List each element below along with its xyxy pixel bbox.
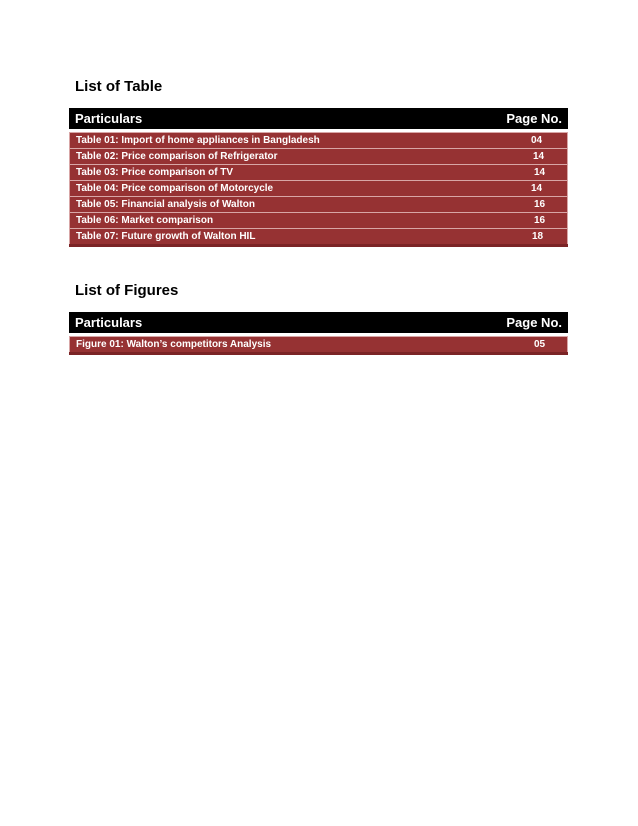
figures-list-header bbox=[69, 312, 568, 333]
table-entry-page: 04 bbox=[531, 135, 543, 146]
table-entry-label: Table 04: Price comparison of Motorcycle bbox=[76, 183, 274, 194]
table-entry-page: 16 bbox=[534, 215, 546, 226]
list-of-figures-title: List of Figures bbox=[75, 282, 179, 299]
table-entry-label: Table 05: Financial analysis of Walton bbox=[76, 199, 255, 210]
figure-entry-label: Figure 01: Walton’s competitors Analysis bbox=[76, 339, 272, 350]
table-entry-row[interactable] bbox=[69, 148, 568, 164]
tables-list-header bbox=[69, 108, 568, 129]
table-entry-page: 14 bbox=[531, 183, 543, 194]
tables-list-rows bbox=[69, 132, 568, 247]
table-entry-label: Table 06: Market comparison bbox=[76, 215, 214, 226]
tables-list bbox=[69, 108, 568, 247]
figure-entry-row[interactable] bbox=[69, 336, 568, 352]
table-entry-label: Table 02: Price comparison of Refrigerator bbox=[76, 151, 278, 162]
figures-list-rows bbox=[69, 336, 568, 355]
table-entry-row[interactable] bbox=[69, 164, 568, 180]
table-entry-label: Table 03: Price comparison of TV bbox=[76, 167, 234, 178]
list-of-table-title: List of Table bbox=[75, 78, 163, 95]
table-entry-row[interactable] bbox=[69, 212, 568, 228]
header-particulars: Particulars bbox=[75, 315, 143, 330]
table-entry-row[interactable] bbox=[69, 228, 568, 244]
table-entry-row[interactable] bbox=[69, 132, 568, 148]
table-entry-page: 16 bbox=[534, 199, 546, 210]
table-entry-page: 18 bbox=[532, 231, 544, 242]
header-page-no: Page No. bbox=[506, 111, 562, 126]
table-entry-label: Table 07: Future growth of Walton HIL bbox=[76, 231, 256, 242]
table-entry-page: 14 bbox=[533, 151, 545, 162]
table-entry-row[interactable] bbox=[69, 180, 568, 196]
table-entry-row[interactable] bbox=[69, 196, 568, 212]
header-particulars: Particulars bbox=[75, 111, 143, 126]
table-entry-page: 14 bbox=[534, 167, 546, 178]
header-page-no: Page No. bbox=[506, 315, 562, 330]
table-entry-label: Table 01: Import of home appliances in Bangladesh bbox=[76, 135, 320, 146]
figure-entry-page: 05 bbox=[534, 339, 546, 350]
figures-list bbox=[69, 312, 568, 355]
